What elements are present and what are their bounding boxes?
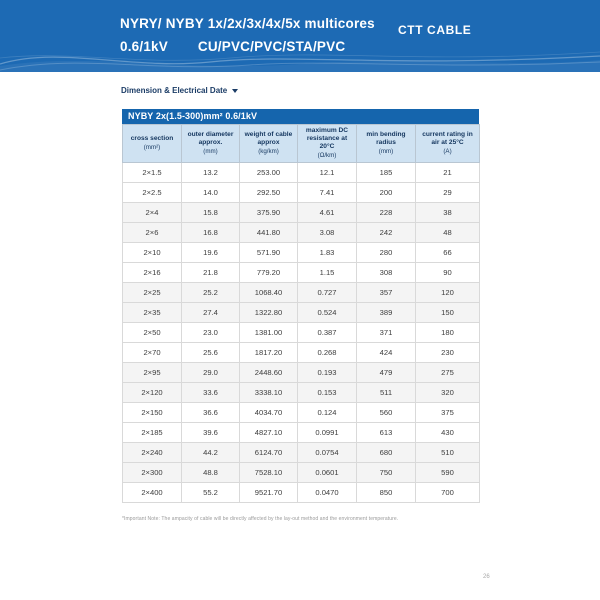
table-cell: 2×6 (123, 223, 182, 243)
table-cell: 2×16 (123, 263, 182, 283)
table-cell: 479 (357, 363, 416, 383)
table-cell: 25.6 (182, 343, 240, 363)
table-cell: 430 (416, 423, 480, 443)
table-row (123, 303, 480, 323)
table-cell: 4827.10 (240, 423, 298, 443)
table-cell: 33.6 (182, 383, 240, 403)
table-cell: 1.83 (298, 243, 357, 263)
table-cell: 590 (416, 463, 480, 483)
header-banner (0, 0, 600, 72)
table-cell: 242 (357, 223, 416, 243)
spec-table-container (122, 109, 479, 503)
table-cell: 2×10 (123, 243, 182, 263)
spec-table-header-row (123, 125, 480, 163)
table-cell: 560 (357, 403, 416, 423)
spec-table (122, 124, 480, 503)
column-header: current rating in air at 25°C (A) (416, 125, 480, 163)
table-cell: 308 (357, 263, 416, 283)
table-cell: 371 (357, 323, 416, 343)
product-title-line2 (120, 39, 345, 54)
table-cell: 15.8 (182, 203, 240, 223)
table-cell: 29.0 (182, 363, 240, 383)
table-cell: 2×150 (123, 403, 182, 423)
table-cell: 9521.70 (240, 483, 298, 503)
table-cell: 90 (416, 263, 480, 283)
table-cell: 29 (416, 183, 480, 203)
table-cell: 2×25 (123, 283, 182, 303)
table-cell: 7528.10 (240, 463, 298, 483)
footnote: *Important Note: The ampacity of cable will be directly affected by the lay-out method and the environment temperature. (122, 516, 399, 522)
table-cell: 25.2 (182, 283, 240, 303)
table-row (123, 283, 480, 303)
table-cell: 27.4 (182, 303, 240, 323)
table-cell: 320 (416, 383, 480, 403)
table-cell: 0.0470 (298, 483, 357, 503)
table-cell: 150 (416, 303, 480, 323)
company-logo: CTT CABLE (398, 23, 472, 37)
table-cell: 1817.20 (240, 343, 298, 363)
table-row (123, 483, 480, 503)
table-cell: 23.0 (182, 323, 240, 343)
table-cell: 48 (416, 223, 480, 243)
table-cell: 424 (357, 343, 416, 363)
table-cell: 750 (357, 463, 416, 483)
table-cell: 36.6 (182, 403, 240, 423)
table-cell: 21 (416, 163, 480, 183)
table-cell: 185 (357, 163, 416, 183)
table-cell: 200 (357, 183, 416, 203)
table-cell: 2×400 (123, 483, 182, 503)
table-cell: 571.90 (240, 243, 298, 263)
table-cell: 48.8 (182, 463, 240, 483)
table-cell: 120 (416, 283, 480, 303)
table-cell: 441.80 (240, 223, 298, 243)
table-cell: 1322.80 (240, 303, 298, 323)
table-row (123, 343, 480, 363)
table-row (123, 443, 480, 463)
table-cell: 2×120 (123, 383, 182, 403)
table-cell: 1.15 (298, 263, 357, 283)
section-dropdown[interactable] (121, 86, 238, 95)
table-cell: 275 (416, 363, 480, 383)
table-cell: 280 (357, 243, 416, 263)
table-cell: 357 (357, 283, 416, 303)
table-cell: 12.1 (298, 163, 357, 183)
table-cell: 613 (357, 423, 416, 443)
table-row (123, 383, 480, 403)
table-cell: 0.193 (298, 363, 357, 383)
table-row (123, 423, 480, 443)
product-title-line1: NYRY/ NYBY 1x/2x/3x/4x/5x multicores (120, 16, 375, 31)
table-cell: 389 (357, 303, 416, 323)
table-cell: 19.6 (182, 243, 240, 263)
table-cell: 7.41 (298, 183, 357, 203)
table-cell: 850 (357, 483, 416, 503)
table-row (123, 183, 480, 203)
table-cell: 292.50 (240, 183, 298, 203)
table-cell: 2×70 (123, 343, 182, 363)
section-label: Dimension & Electrical Date (121, 86, 228, 95)
table-cell: 2×2.5 (123, 183, 182, 203)
table-cell: 700 (416, 483, 480, 503)
table-cell: 0.727 (298, 283, 357, 303)
table-row (123, 163, 480, 183)
table-cell: 375.90 (240, 203, 298, 223)
table-cell: 66 (416, 243, 480, 263)
column-header: weight of cable approx (kg/km) (240, 125, 298, 163)
table-cell: 2×50 (123, 323, 182, 343)
table-cell: 2×4 (123, 203, 182, 223)
table-cell: 680 (357, 443, 416, 463)
column-header: maximum DC resistance at 20°C (Ω/km) (298, 125, 357, 163)
table-cell: 2×1.5 (123, 163, 182, 183)
table-cell: 2×185 (123, 423, 182, 443)
table-row (123, 323, 480, 343)
table-cell: 2448.60 (240, 363, 298, 383)
table-cell: 55.2 (182, 483, 240, 503)
table-cell: 6124.70 (240, 443, 298, 463)
table-cell: 13.2 (182, 163, 240, 183)
table-cell: 39.6 (182, 423, 240, 443)
table-cell: 44.2 (182, 443, 240, 463)
table-cell: 2×35 (123, 303, 182, 323)
cable-construction: CU/PVC/PVC/STA/PVC (197, 39, 346, 54)
table-cell: 0.153 (298, 383, 357, 403)
table-cell: 0.387 (298, 323, 357, 343)
table-cell: 511 (357, 383, 416, 403)
column-header: outer diameter approx. (mm) (182, 125, 240, 163)
table-cell: 3.08 (298, 223, 357, 243)
table-cell: 779.20 (240, 263, 298, 283)
table-cell: 2×240 (123, 443, 182, 463)
table-cell: 253.00 (240, 163, 298, 183)
table-cell: 0.0754 (298, 443, 357, 463)
table-cell: 180 (416, 323, 480, 343)
table-cell: 4.61 (298, 203, 357, 223)
table-cell: 1068.40 (240, 283, 298, 303)
table-cell: 4034.70 (240, 403, 298, 423)
table-cell: 0.268 (298, 343, 357, 363)
table-cell: 0.0601 (298, 463, 357, 483)
table-row (123, 223, 480, 243)
table-cell: 0.524 (298, 303, 357, 323)
table-row (123, 263, 480, 283)
table-cell: 21.8 (182, 263, 240, 283)
table-row (123, 363, 480, 383)
table-cell: 230 (416, 343, 480, 363)
caret-down-icon (232, 89, 238, 93)
voltage-rating: 0.6/1kV (120, 39, 168, 54)
spec-table-body (123, 163, 480, 503)
table-title: NYBY 2x(1.5-300)mm² 0.6/1kV (122, 109, 479, 124)
table-row (123, 203, 480, 223)
table-row (123, 463, 480, 483)
column-header: min bending radius (mm) (357, 125, 416, 163)
table-cell: 510 (416, 443, 480, 463)
table-cell: 38 (416, 203, 480, 223)
table-cell: 2×300 (123, 463, 182, 483)
table-cell: 14.0 (182, 183, 240, 203)
table-cell: 228 (357, 203, 416, 223)
table-cell: 1381.00 (240, 323, 298, 343)
table-cell: 375 (416, 403, 480, 423)
table-cell: 16.8 (182, 223, 240, 243)
table-cell: 0.124 (298, 403, 357, 423)
table-row (123, 403, 480, 423)
table-row (123, 243, 480, 263)
page-number: 26 (483, 574, 490, 580)
table-cell: 3338.10 (240, 383, 298, 403)
table-cell: 0.0991 (298, 423, 357, 443)
column-header: cross section (mm²) (123, 125, 182, 163)
table-cell: 2×95 (123, 363, 182, 383)
